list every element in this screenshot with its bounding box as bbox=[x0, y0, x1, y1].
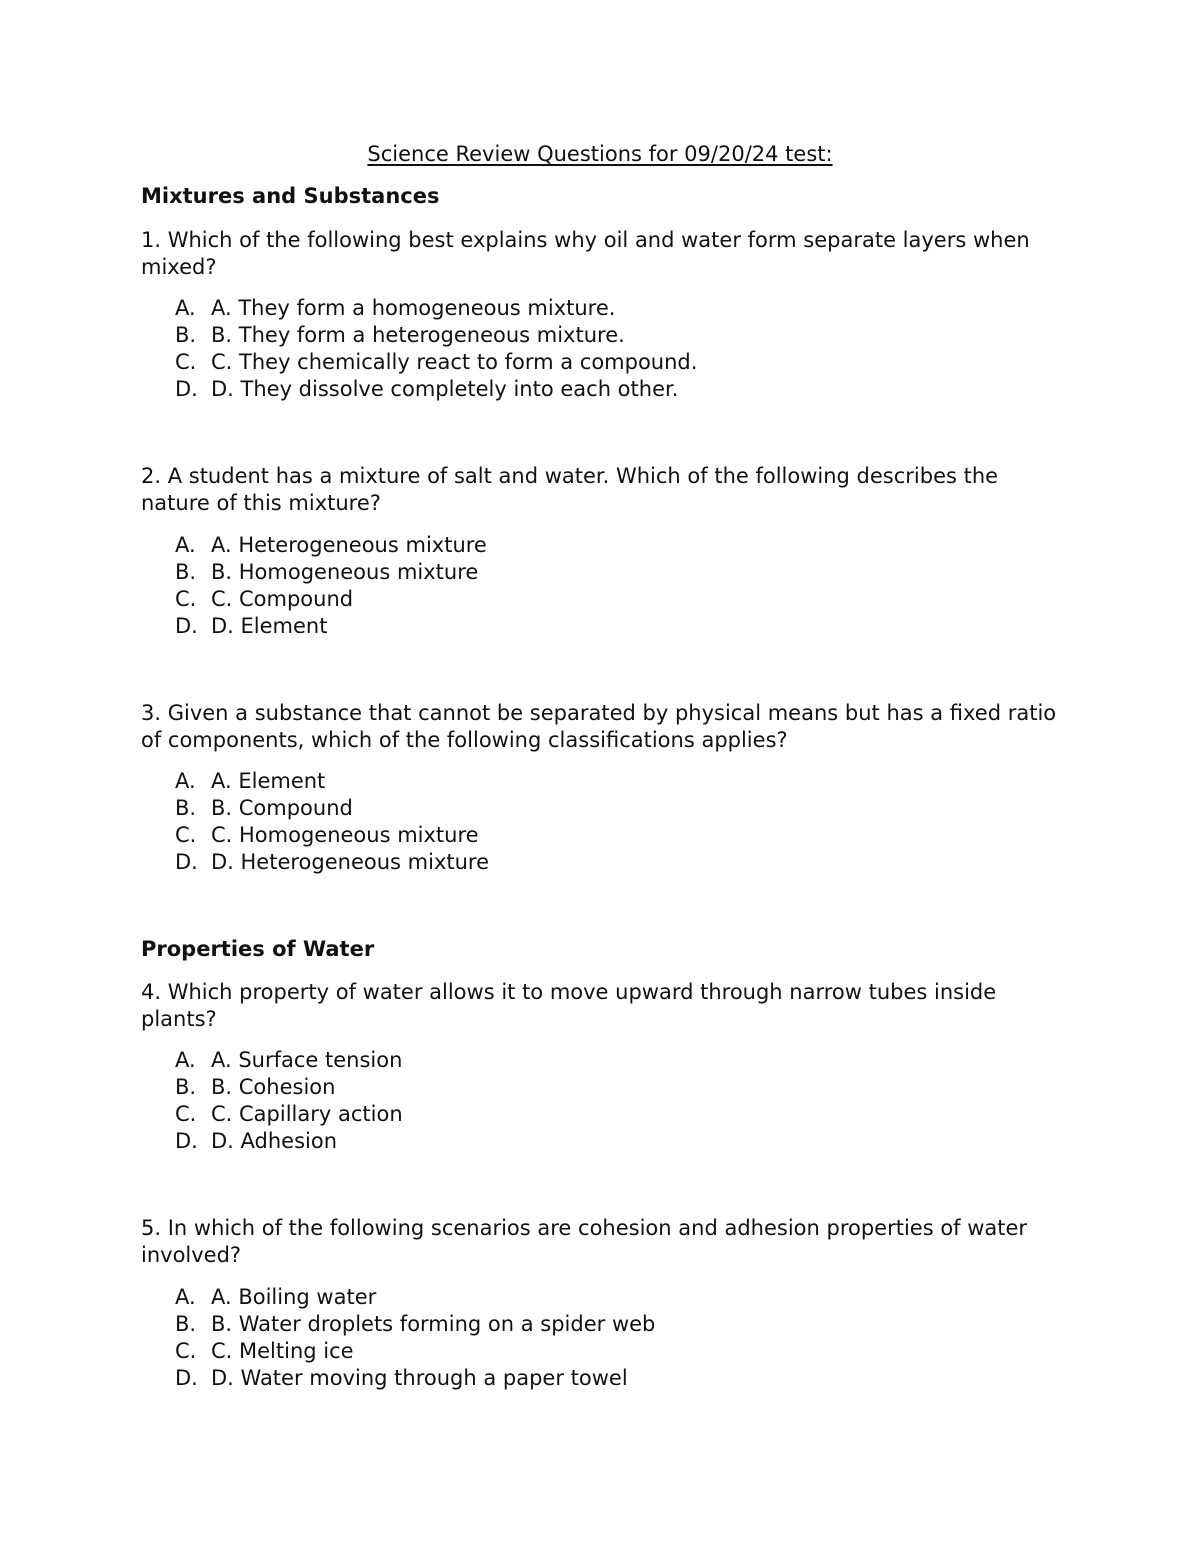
option-marker: C. bbox=[175, 350, 197, 374]
question-1-options bbox=[175, 295, 697, 403]
option-item bbox=[175, 1338, 655, 1365]
option-text: B. Homogeneous mixture bbox=[211, 560, 479, 584]
question-3: 3. Given a substance that cannot be separated by physical means but has a fixed ratio of components, which of the following classifications applies? bbox=[141, 701, 1057, 752]
option-marker: D. bbox=[175, 614, 198, 638]
option-item bbox=[175, 795, 489, 822]
option-item bbox=[175, 322, 697, 349]
option-item bbox=[175, 1128, 403, 1155]
option-marker: D. bbox=[175, 850, 198, 874]
option-text: A. Boiling water bbox=[211, 1285, 377, 1309]
option-marker: A. bbox=[175, 769, 196, 793]
option-item bbox=[175, 295, 697, 322]
option-text: D. Adhesion bbox=[211, 1129, 338, 1153]
option-text: D. Water moving through a paper towel bbox=[211, 1366, 628, 1390]
option-item bbox=[175, 768, 489, 795]
option-text: D. Element bbox=[211, 614, 328, 638]
option-text: C. Compound bbox=[211, 587, 354, 611]
question-1: 1. Which of the following best explains why oil and water form separate layers when mixed? bbox=[141, 228, 1030, 279]
option-item bbox=[175, 1047, 403, 1074]
section-heading-mixtures: Mixtures and Substances bbox=[141, 184, 440, 208]
option-marker: C. bbox=[175, 1339, 197, 1363]
option-text: B. Compound bbox=[211, 796, 353, 820]
question-2: 2. A student has a mixture of salt and water. Which of the following describes the nature of this mixture? bbox=[141, 464, 999, 515]
option-text: D. Heterogeneous mixture bbox=[211, 850, 490, 874]
option-text: A. Element bbox=[211, 769, 326, 793]
option-text: B. Cohesion bbox=[211, 1075, 336, 1099]
option-marker: D. bbox=[175, 377, 198, 401]
option-item bbox=[175, 1284, 655, 1311]
option-item bbox=[175, 1101, 403, 1128]
option-marker: A. bbox=[175, 533, 196, 557]
option-item bbox=[175, 822, 489, 849]
option-item bbox=[175, 586, 487, 613]
option-item bbox=[175, 349, 697, 376]
option-text: A. They form a homogeneous mixture. bbox=[211, 296, 616, 320]
option-item bbox=[175, 1311, 655, 1338]
option-text: A. Surface tension bbox=[211, 1048, 403, 1072]
option-marker: B. bbox=[175, 1312, 197, 1336]
option-item bbox=[175, 532, 487, 559]
option-text: A. Heterogeneous mixture bbox=[211, 533, 487, 557]
option-text: D. They dissolve completely into each other. bbox=[211, 377, 679, 401]
question-2-options bbox=[175, 532, 487, 640]
option-text: B. They form a heterogeneous mixture. bbox=[211, 323, 625, 347]
option-marker: C. bbox=[175, 587, 197, 611]
option-item bbox=[175, 376, 697, 403]
question-4-options bbox=[175, 1047, 403, 1155]
option-marker: D. bbox=[175, 1129, 198, 1153]
option-marker: B. bbox=[175, 1075, 197, 1099]
option-text: C. Melting ice bbox=[211, 1339, 354, 1363]
option-marker: C. bbox=[175, 823, 197, 847]
option-marker: A. bbox=[175, 1285, 196, 1309]
option-marker: D. bbox=[175, 1366, 198, 1390]
option-marker: B. bbox=[175, 796, 197, 820]
question-5: 5. In which of the following scenarios are cohesion and adhesion properties of water involved? bbox=[141, 1216, 1028, 1267]
option-item bbox=[175, 613, 487, 640]
question-5-options bbox=[175, 1284, 655, 1392]
option-text: C. They chemically react to form a compound. bbox=[211, 350, 698, 374]
option-marker: B. bbox=[175, 560, 197, 584]
question-3-options bbox=[175, 768, 489, 876]
option-marker: C. bbox=[175, 1102, 197, 1126]
option-text: C. Capillary action bbox=[211, 1102, 403, 1126]
option-item bbox=[175, 1074, 403, 1101]
option-item bbox=[175, 1365, 655, 1392]
option-item bbox=[175, 559, 487, 586]
option-text: C. Homogeneous mixture bbox=[211, 823, 479, 847]
question-4: 4. Which property of water allows it to move upward through narrow tubes inside plants? bbox=[141, 980, 997, 1031]
option-marker: A. bbox=[175, 296, 196, 320]
page-title: Science Review Questions for 09/20/24 test: bbox=[367, 142, 833, 166]
option-marker: A. bbox=[175, 1048, 196, 1072]
section-heading-water: Properties of Water bbox=[141, 937, 375, 961]
option-marker: B. bbox=[175, 323, 197, 347]
option-text: B. Water droplets forming on a spider web bbox=[211, 1312, 656, 1336]
option-item bbox=[175, 849, 489, 876]
